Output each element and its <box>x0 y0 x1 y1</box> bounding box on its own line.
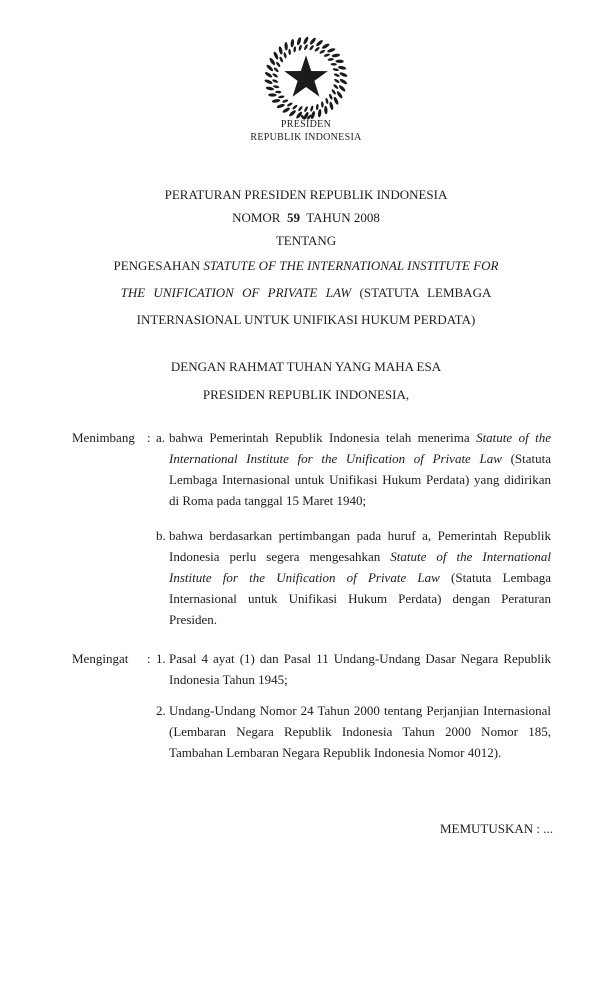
preamble-rahmat-line: DENGAN RAHMAT TUHAN YANG MAHA ESA <box>170 359 442 374</box>
italic-text-run: Institute for the Unification of Private Law <box>169 570 440 585</box>
item-text <box>169 427 551 511</box>
text-line <box>169 525 551 546</box>
text-run: bahwa Pemerintah Republik Indonesia telah menerima <box>169 430 477 445</box>
item-marker: b. <box>156 528 166 543</box>
text-run: NOMOR <box>232 210 287 225</box>
section-label: Mengingat <box>72 651 129 666</box>
text-line <box>169 490 551 511</box>
text-line <box>169 567 551 588</box>
text-line <box>169 448 551 469</box>
letterhead <box>0 119 612 144</box>
text-run: (STATUTA LEMBAGA <box>351 285 492 300</box>
item-text <box>169 700 551 763</box>
letterhead-republik-indonesia: REPUBLIK INDONESIA <box>250 131 362 143</box>
text-line <box>169 721 551 742</box>
text-run: Tambahan Lembaran Negara Republik Indonesia Nomor 4012). <box>169 745 502 760</box>
preamble <box>0 353 612 408</box>
text-run: (Statuta Lembaga <box>439 570 551 585</box>
text-run: Internasional untuk Unifikasi Hukum Perdata) dengan Peraturan <box>169 591 551 606</box>
text-line <box>169 669 551 690</box>
item-marker: 2. <box>156 703 166 718</box>
presidential-seal <box>259 36 353 124</box>
text-run: Indonesia Tahun 1945; <box>169 672 288 687</box>
section-colon: : <box>147 651 151 666</box>
text-run: Indonesia perlu segera mengesahkan <box>169 549 391 564</box>
italic-text-run: Statute of the <box>476 430 551 445</box>
title-line-2 <box>60 206 552 229</box>
text-run: INTERNASIONAL UNTUK UNIFIKASI HUKUM PERDATA) <box>136 312 476 327</box>
title-line-4 <box>60 252 552 279</box>
section-items <box>156 427 551 644</box>
item-marker: a. <box>156 430 166 445</box>
clause-item-a <box>156 427 551 511</box>
text-line <box>169 588 551 609</box>
title-line-3 <box>60 229 552 252</box>
italic-text-run: STATUTE OF THE INTERNATIONAL INSTITUTE FOR <box>203 258 499 273</box>
text-line <box>169 700 551 721</box>
text-line <box>169 648 551 669</box>
title-line-1 <box>60 183 552 206</box>
text-line <box>169 469 551 490</box>
italic-text-run: International Institute for the Unification of Private Law <box>169 451 502 466</box>
title-line-6 <box>60 306 552 333</box>
title-line-5 <box>60 279 552 306</box>
section-items <box>156 648 551 773</box>
clause-sections <box>72 427 551 773</box>
text-line <box>169 609 551 630</box>
text-line <box>169 742 551 763</box>
text-run: Lembaga Internasional untuk Unifikasi Hukum Perdata) yang didirikan <box>169 472 551 487</box>
text-run: TENTANG <box>275 233 337 248</box>
text-run: TAHUN 2008 <box>299 210 380 225</box>
item-marker: 1. <box>156 651 166 666</box>
item-text <box>169 525 551 630</box>
text-run: di Roma pada tanggal 15 Maret 1940; <box>169 493 367 508</box>
text-line <box>169 546 551 567</box>
clause-item-1 <box>156 648 551 690</box>
italic-text-run: THE UNIFICATION OF PRIVATE LAW <box>120 285 352 300</box>
section-mengingat <box>72 648 551 773</box>
regulation-title <box>60 183 552 333</box>
text-run: Undang-Undang Nomor 24 Tahun 2000 tentang Perjanjian Internasional <box>169 703 551 718</box>
text-run: PENGESAHAN <box>113 258 204 273</box>
section-label: Menimbang <box>72 430 135 445</box>
bold-text-run: 59 <box>286 210 300 225</box>
text-run: (Statuta <box>501 451 552 466</box>
text-run: bahwa berdasarkan pertimbangan pada huruf a, Pemerintah Republik <box>169 528 551 543</box>
section-colon: : <box>147 430 151 445</box>
clause-item-b <box>156 525 551 630</box>
text-run: Presiden. <box>169 612 218 627</box>
star-wreath-seal-icon <box>259 36 353 124</box>
letterhead-presiden: PRESIDEN <box>280 119 332 130</box>
item-text <box>169 648 551 690</box>
clause-item-2 <box>156 700 551 763</box>
italic-text-run: Statute of the International <box>390 549 551 564</box>
section-menimbang <box>72 427 551 644</box>
text-run: (Lembaran Negara Republik Indonesia Tahun 2000 Nomor 185, <box>169 724 551 739</box>
text-run: Pasal 4 ayat (1) dan Pasal 11 Undang-Undang Dasar Negara Republik <box>169 651 551 666</box>
text-line <box>169 427 551 448</box>
text-run: PERATURAN PRESIDEN REPUBLIK INDONESIA <box>164 187 448 202</box>
preamble-presiden-line: PRESIDEN REPUBLIK INDONESIA, <box>202 386 410 402</box>
continuation-line: MEMUTUSKAN : ... <box>439 821 553 836</box>
